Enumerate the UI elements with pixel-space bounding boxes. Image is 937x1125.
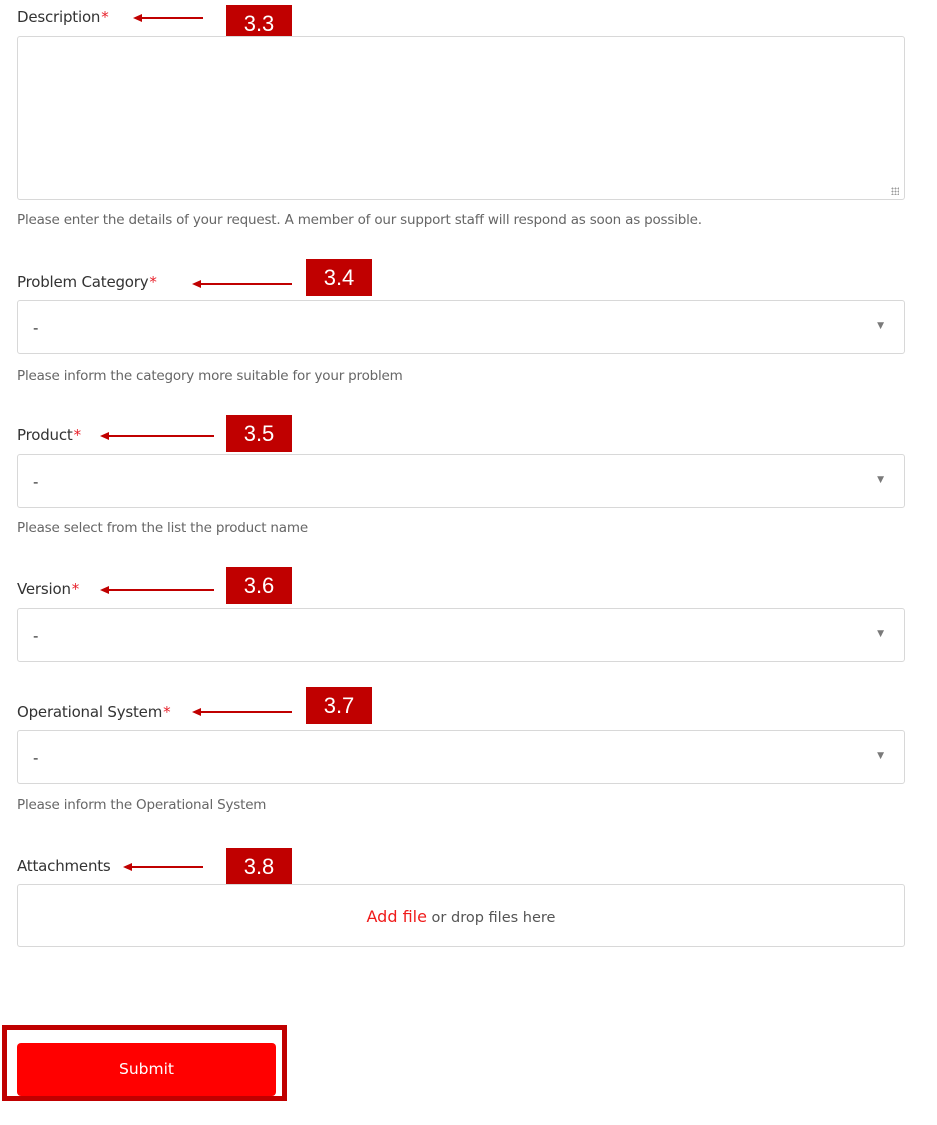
operational-system-label-text: Operational System [17,703,163,721]
operational-system-selected-value: - [33,749,39,767]
chevron-down-icon[interactable]: ▼ [877,475,884,485]
chevron-down-icon[interactable]: ▼ [877,751,884,761]
annotation-badge-3-4: 3.4 [306,259,372,296]
problem-category-label-text: Problem Category [17,273,149,291]
annotation-badge-3-6: 3.6 [226,567,292,604]
arrow-left-icon [133,13,203,23]
attachments-label-text: Attachments [17,857,111,875]
problem-category-label [17,272,157,292]
attachments-dropzone[interactable] [17,884,905,947]
description-help-text: Please enter the details of your request. A member of our support staff will respond as soon as possible. [17,212,702,228]
product-label [17,425,81,445]
annotation-badge-3-5: 3.5 [226,415,292,452]
required-marker: * [163,703,171,721]
operational-system-help-text: Please inform the Operational System [17,797,267,813]
required-marker: * [149,273,157,291]
version-selected-value: - [33,627,39,645]
attachments-label [17,856,111,876]
problem-category-select[interactable] [17,300,905,354]
product-help-text: Please select from the list the product name [17,520,308,536]
annotation-badge-3-7: 3.7 [306,687,372,724]
arrow-left-icon [192,707,292,717]
version-label [17,579,79,599]
version-label-text: Version [17,580,71,598]
version-select[interactable] [17,608,905,662]
product-label-text: Product [17,426,73,444]
annotation-badge-3-8: 3.8 [226,848,292,885]
arrow-left-icon [100,585,214,595]
product-select[interactable] [17,454,905,508]
problem-category-help-text: Please inform the category more suitable for your problem [17,368,403,384]
drop-files-text: or drop files here [426,910,556,926]
description-label [17,7,109,27]
resize-grip-icon[interactable] [891,187,899,195]
operational-system-select[interactable] [17,730,905,784]
problem-category-selected-value: - [33,319,39,337]
submit-button[interactable]: Submit [17,1043,276,1096]
chevron-down-icon[interactable]: ▼ [877,629,884,639]
required-marker: * [71,580,80,598]
add-file-link[interactable]: Add file [366,907,427,926]
arrow-left-icon [100,431,214,441]
annotation-badge-3-3: 3.3 [226,5,292,42]
operational-system-label [17,702,170,722]
required-marker: * [101,8,109,26]
product-selected-value: - [33,473,39,491]
description-label-text: Description [17,8,101,26]
chevron-down-icon[interactable]: ▼ [877,321,884,331]
arrow-left-icon [123,862,203,872]
arrow-left-icon [192,279,292,289]
description-textarea[interactable] [17,36,905,200]
required-marker: * [73,426,81,444]
